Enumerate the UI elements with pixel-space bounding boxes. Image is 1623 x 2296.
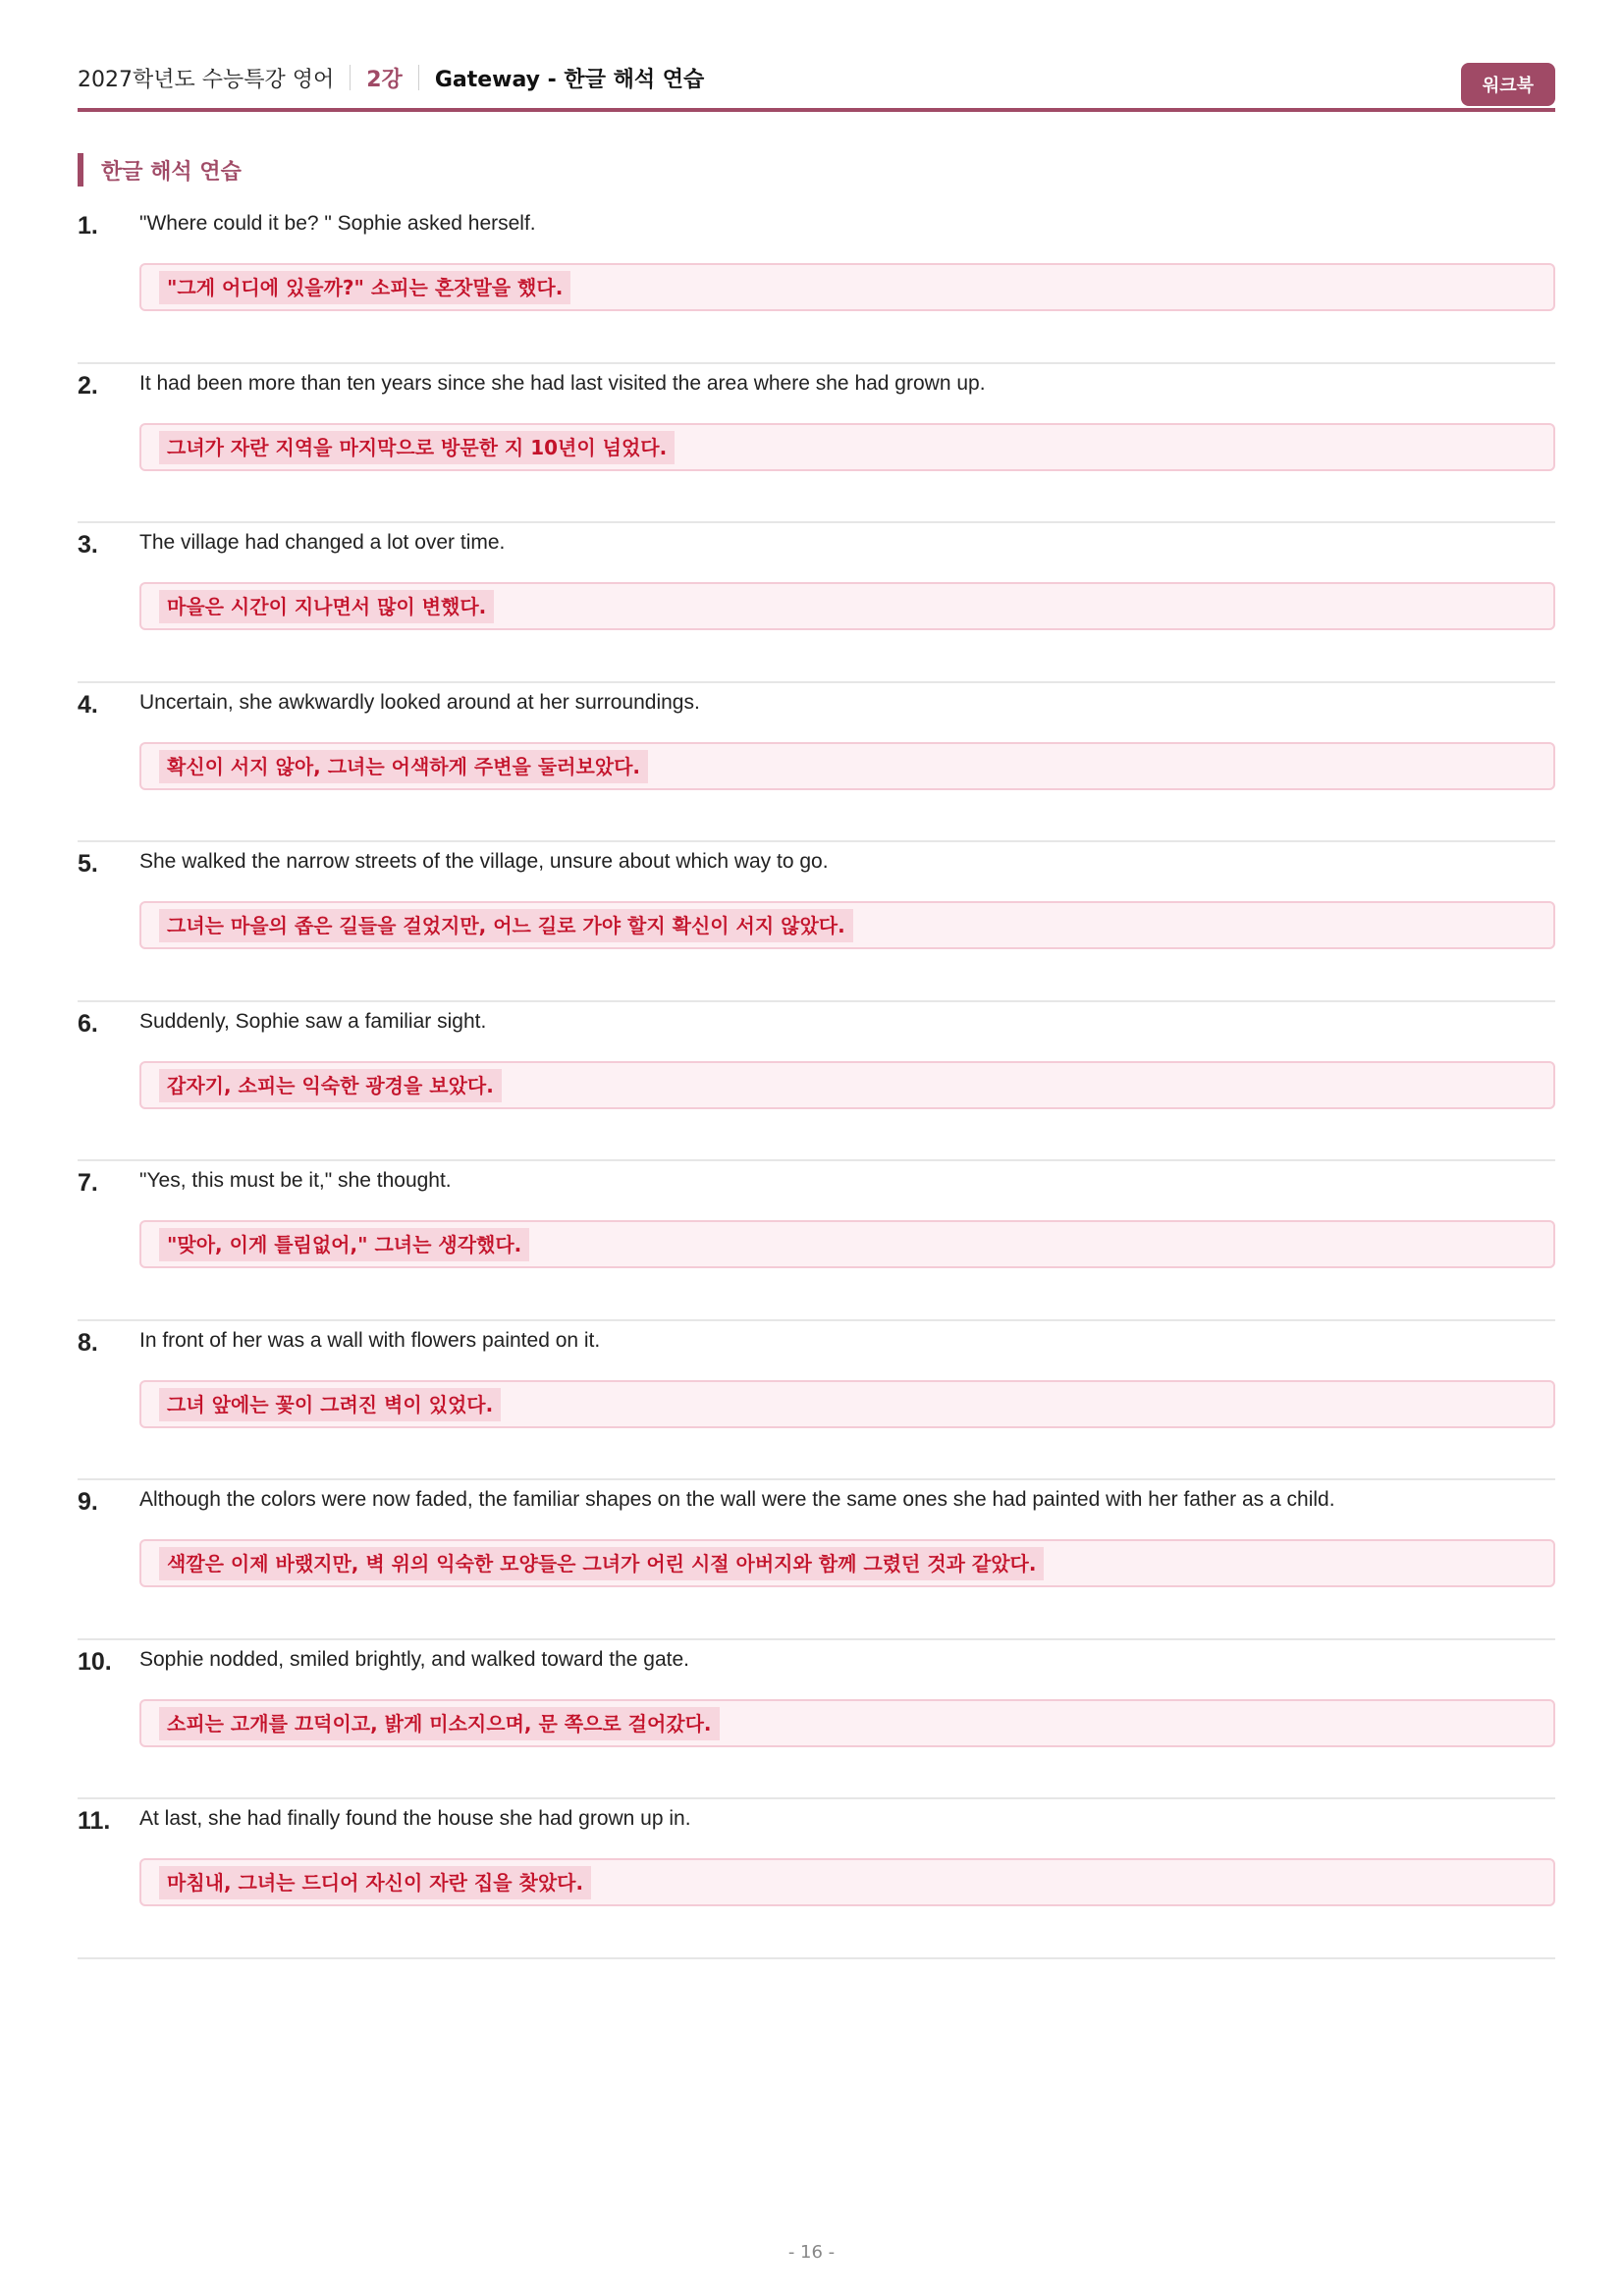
english-sentence: Although the colors were now faded, the familiar shapes on the wall were the same ones she had painted with her father as a child. — [139, 1488, 1335, 1511]
exercise-item — [78, 683, 1555, 843]
translation-box — [139, 1858, 1555, 1906]
item-number: 5. — [78, 850, 98, 878]
english-sentence: Suddenly, Sophie saw a familiar sight. — [139, 1009, 487, 1033]
item-number: 11. — [78, 1807, 111, 1835]
translation-box — [139, 742, 1555, 790]
english-sentence: "Where could it be? " Sophie asked herself. — [139, 212, 536, 235]
exercise-item — [78, 364, 1555, 524]
english-sentence: "Yes, this must be it," she thought. — [139, 1169, 452, 1192]
exercise-list — [78, 204, 1555, 1959]
translation-box — [139, 901, 1555, 949]
header-divider — [418, 65, 419, 90]
item-number: 8. — [78, 1328, 98, 1357]
item-number: 3. — [78, 531, 98, 559]
korean-translation: 그녀가 자란 지역을 마지막으로 방문한 지 10년이 넘었다. — [159, 431, 675, 464]
item-number: 6. — [78, 1009, 98, 1038]
item-number: 1. — [78, 212, 98, 240]
exercise-item — [78, 1480, 1555, 1640]
english-sentence: Uncertain, she awkwardly looked around at her surroundings. — [139, 690, 700, 714]
header-year-label: 2027학년도 수능특강 영어 — [78, 67, 335, 92]
english-sentence: It had been more than ten years since she had last visited the area where she had grown up. — [139, 371, 986, 395]
english-sentence: Sophie nodded, smiled brightly, and walked toward the gate. — [139, 1647, 689, 1671]
korean-translation: "맞아, 이게 틀림없어," 그녀는 생각했다. — [159, 1228, 529, 1261]
item-number: 7. — [78, 1169, 98, 1197]
header-breadcrumb — [78, 63, 704, 105]
translation-box — [139, 1539, 1555, 1587]
korean-translation: 그녀는 마을의 좁은 길들을 걸었지만, 어느 길로 가야 할지 확신이 서지 않았다. — [159, 909, 853, 942]
exercise-item — [78, 204, 1555, 364]
item-number: 9. — [78, 1488, 98, 1516]
exercise-item — [78, 1161, 1555, 1321]
header-title: Gateway - 한글 해석 연습 — [434, 67, 705, 92]
korean-translation: 소피는 고개를 끄덕이고, 밝게 미소지으며, 문 쪽으로 걸어갔다. — [159, 1707, 720, 1740]
translation-box — [139, 1380, 1555, 1428]
exercise-item — [78, 1002, 1555, 1162]
english-sentence: In front of her was a wall with flowers painted on it. — [139, 1328, 601, 1352]
english-sentence: At last, she had finally found the house she had grown up in. — [139, 1807, 691, 1830]
korean-translation: 마을은 시간이 지나면서 많이 변했다. — [159, 590, 494, 623]
korean-translation: 갑자기, 소피는 익숙한 광경을 보았다. — [159, 1069, 502, 1102]
header-lesson: 2강 — [366, 67, 403, 92]
korean-translation: 그녀 앞에는 꽃이 그려진 벽이 있었다. — [159, 1388, 501, 1421]
translation-box — [139, 1061, 1555, 1109]
item-number: 10. — [78, 1647, 112, 1676]
translation-box — [139, 1220, 1555, 1268]
page-number: - 16 - — [787, 2242, 836, 2263]
translation-box — [139, 582, 1555, 630]
item-number: 2. — [78, 371, 98, 400]
section-title: 한글 해석 연습 — [78, 153, 242, 187]
header-divider — [350, 65, 351, 90]
workbook-badge: 워크북 — [1461, 63, 1555, 106]
exercise-item — [78, 1640, 1555, 1800]
korean-translation: 확신이 서지 않아, 그녀는 어색하게 주변을 둘러보았다. — [159, 750, 648, 783]
korean-translation: 마침내, 그녀는 드디어 자신이 자란 집을 찾았다. — [159, 1866, 591, 1899]
exercise-item — [78, 1321, 1555, 1481]
page-header — [78, 59, 1555, 112]
english-sentence: The village had changed a lot over time. — [139, 531, 506, 554]
korean-translation: "그게 어디에 있을까?" 소피는 혼잣말을 했다. — [159, 271, 570, 304]
item-number: 4. — [78, 690, 98, 719]
exercise-item — [78, 842, 1555, 1002]
exercise-item — [78, 1799, 1555, 1959]
korean-translation: 색깔은 이제 바랬지만, 벽 위의 익숙한 모양들은 그녀가 어린 시절 아버지와 함께 그렸던 것과 같았다. — [159, 1547, 1044, 1580]
translation-box — [139, 263, 1555, 311]
exercise-item — [78, 523, 1555, 683]
translation-box — [139, 1699, 1555, 1747]
translation-box — [139, 423, 1555, 471]
english-sentence: She walked the narrow streets of the village, unsure about which way to go. — [139, 850, 829, 873]
